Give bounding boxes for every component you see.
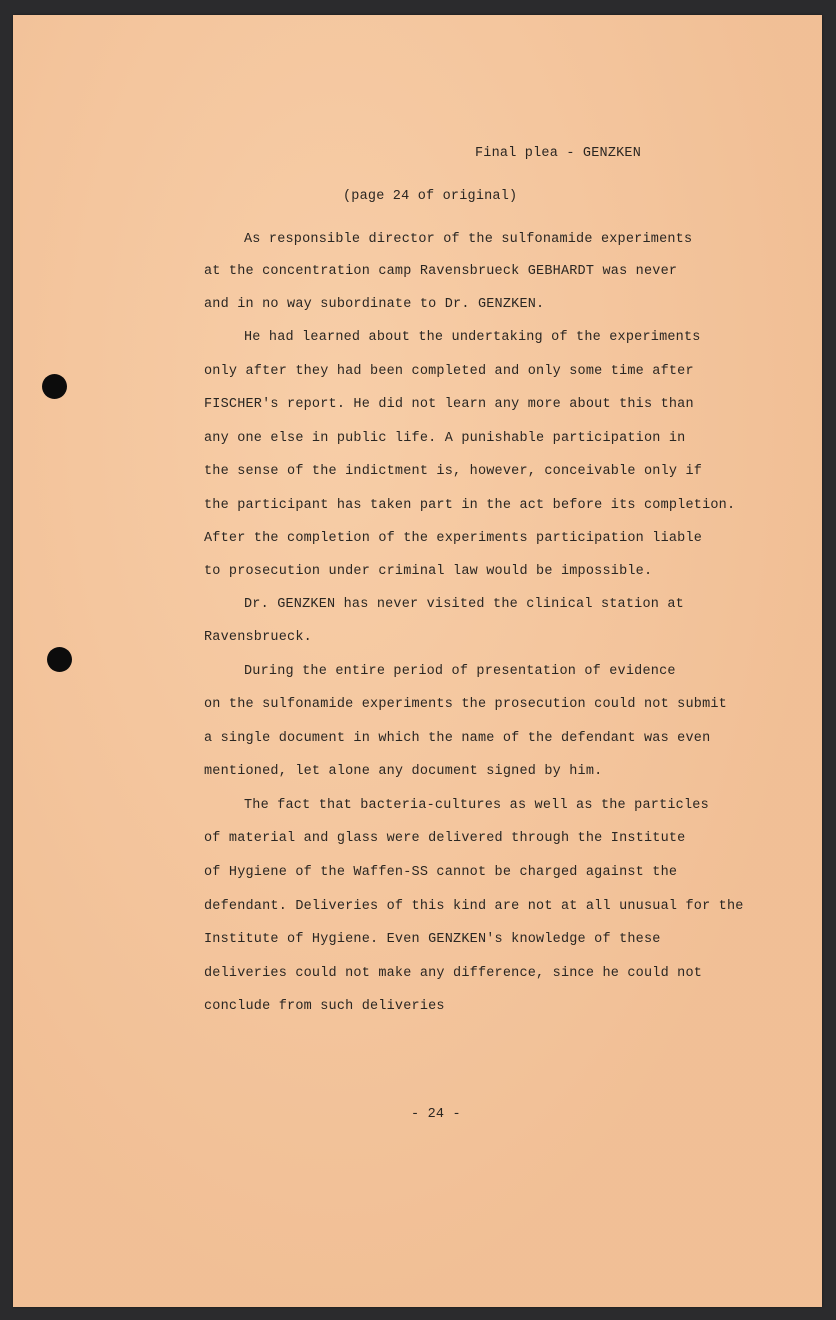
body-line: After the completion of the experiments participation liable: [204, 531, 703, 546]
body-line: of material and glass were delivered through the Institute: [204, 831, 686, 846]
body-line: of Hygiene of the Waffen-SS cannot be charged against the: [204, 865, 678, 880]
body-line: at the concentration camp Ravensbrueck GEBHARDT was never: [204, 264, 678, 279]
body-line: As responsible director of the sulfonamide experiments: [244, 232, 693, 247]
body-line: the sense of the indictment is, however, conceivable only if: [204, 464, 703, 479]
body-line: any one else in public life. A punishable participation in: [204, 431, 686, 446]
body-line: Dr. GENZKEN has never visited the clinical station at: [244, 597, 684, 612]
body-line: deliveries could not make any difference, since he could not: [204, 966, 703, 981]
body-line: only after they had been completed and only some time after: [204, 364, 694, 379]
body-line: mentioned, let alone any document signed by him.: [204, 764, 603, 779]
body-line: to prosecution under criminal law would be impossible.: [204, 564, 653, 579]
body-line: on the sulfonamide experiments the prosecution could not submit: [204, 697, 727, 712]
body-line: He had learned about the undertaking of the experiments: [244, 330, 701, 345]
document-header-title: Final plea - GENZKEN: [475, 146, 642, 161]
body-line: FISCHER's report. He did not learn any more about this than: [204, 397, 694, 412]
page-number: - 24 -: [411, 1107, 461, 1122]
body-line: the participant has taken part in the act before its completion.: [204, 498, 736, 513]
body-line: a single document in which the name of the defendant was even: [204, 731, 711, 746]
body-line: and in no way subordinate to Dr. GENZKEN.: [204, 297, 545, 312]
page-reference: (page 24 of original): [343, 189, 518, 204]
body-line: defendant. Deliveries of this kind are not at all unusual for the: [204, 899, 744, 914]
punch-hole-top: [42, 374, 67, 399]
punch-hole-bottom: [47, 647, 72, 672]
body-line: During the entire period of presentation of evidence: [244, 664, 676, 679]
body-line: Ravensbrueck.: [204, 630, 312, 645]
body-line: conclude from such deliveries: [204, 999, 445, 1014]
body-line: The fact that bacteria-cultures as well as the particles: [244, 798, 709, 813]
body-line: Institute of Hygiene. Even GENZKEN's knowledge of these: [204, 932, 661, 947]
